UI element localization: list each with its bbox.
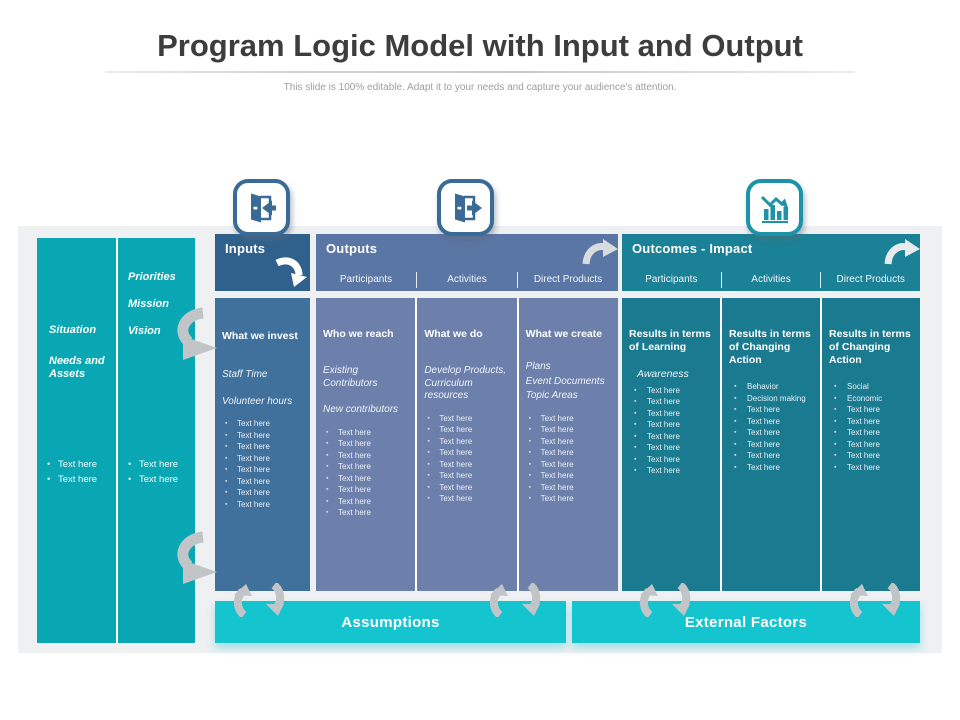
- bullet-item: ▪ Text here: [323, 473, 408, 485]
- title-divider: [105, 71, 855, 73]
- outcomes-column-changing-action-1: [722, 298, 820, 591]
- outcomes-direct-products-label: Direct Products: [820, 272, 920, 288]
- bullet-list: [323, 427, 408, 519]
- bullet-item: • Text here: [45, 472, 114, 487]
- slide-title: Program Logic Model with Input and Output: [157, 28, 803, 63]
- bullet-item: ▪ Text here: [526, 482, 611, 494]
- sync-arrows-icon: [844, 583, 908, 617]
- bullet-list: [424, 413, 509, 505]
- bullet-item: • Text here: [126, 472, 193, 487]
- column-title: What we create: [525, 328, 603, 340]
- bullet-item: ▪ Text here: [629, 396, 713, 408]
- curved-up-arrow-icon: [580, 236, 618, 268]
- bullet-item: ▪ Text here: [526, 436, 611, 448]
- column-subheading: Topic Areas: [525, 390, 578, 401]
- column-title: Who we reach: [323, 328, 394, 340]
- bullet-item: ▪ Text here: [729, 462, 813, 474]
- outputs-body: [316, 298, 618, 591]
- bullet-item: ▪ Text here: [829, 416, 913, 428]
- vision-heading: Vision: [128, 325, 161, 337]
- assumptions-label: Assumptions: [341, 613, 440, 631]
- bullet-item: ▪ Text here: [526, 424, 611, 436]
- bullet-item: ▪ Text here: [222, 476, 303, 488]
- bullet-item: ▪ Text here: [829, 404, 913, 416]
- bullet-item: ▪ Text here: [629, 385, 713, 397]
- bullet-item: ▪ Text here: [829, 462, 913, 474]
- outputs-column-who-we-reach: [316, 298, 415, 591]
- outcomes-column-learning: [622, 298, 720, 591]
- outputs-subcolumn-labels: [316, 272, 618, 288]
- bullet-item: ▪ Text here: [829, 427, 913, 439]
- bullet-item: ▪ Text here: [526, 493, 611, 505]
- column-subheading: Plans: [525, 361, 551, 372]
- outputs-column-what-we-do: [417, 298, 516, 591]
- bullet-item: ▪ Text here: [323, 461, 408, 473]
- bullet-list: [829, 381, 913, 473]
- inputs-subheading-staff-time: Staff Time: [222, 369, 268, 380]
- outputs-participants-label: Participants: [339, 274, 393, 285]
- declining-chart-glyph: [757, 190, 793, 226]
- bullet-item: ▪ Text here: [222, 418, 303, 430]
- bullet-item: ▪ Text here: [424, 493, 509, 505]
- outcomes-body: [622, 298, 920, 591]
- bullet-item: ▪ Decision making: [729, 393, 813, 405]
- bullet-item: ▪ Text here: [629, 419, 713, 431]
- outputs-header: [316, 234, 618, 291]
- inputs-header-label: Inputs: [225, 241, 266, 256]
- bullet-item: ▪ Text here: [526, 459, 611, 471]
- curved-right-arrow-icon: [169, 530, 221, 594]
- bullet-item: ▪ Text here: [323, 496, 408, 508]
- outcomes-activities-label: Activities: [721, 272, 821, 288]
- door-arrow-out-glyph: [448, 190, 484, 226]
- bullet-item: ▪ Text here: [629, 454, 713, 466]
- outputs-header-label: Outputs: [326, 241, 378, 256]
- bullet-item: ▪ Text here: [629, 431, 713, 443]
- door-arrow-in-glyph: [244, 190, 280, 226]
- situation-heading: Situation: [49, 324, 97, 336]
- bullet-list: [526, 413, 611, 505]
- external-factors-label: External Factors: [684, 613, 808, 631]
- outcomes-header: [622, 234, 920, 291]
- column-title: Results in terms of Changing Action: [829, 328, 911, 366]
- bullet-item: ▪ Text here: [222, 487, 303, 499]
- curved-right-arrow-icon: [169, 306, 221, 370]
- situation-column: [37, 238, 116, 643]
- door-arrow-out-icon: [437, 179, 494, 236]
- bullet-item: • Text here: [126, 457, 193, 472]
- slide-subtitle: This slide is 100% editable. Adapt it to your needs and capture your audience's attention.: [283, 82, 677, 93]
- bullet-item: ▪ Economic: [829, 393, 913, 405]
- bullet-item: ▪ Social: [829, 381, 913, 393]
- bullet-item: ▪ Behavior: [729, 381, 813, 393]
- bullet-item: ▪ Text here: [829, 450, 913, 462]
- priorities-heading: Priorities: [128, 271, 176, 283]
- outputs-activities-label: Activities: [416, 272, 517, 288]
- bullet-item: ▪ Text here: [629, 465, 713, 477]
- outcomes-participants-label: Participants: [645, 274, 698, 285]
- bullet-item: ▪ Text here: [222, 430, 303, 442]
- bullet-item: ▪ Text here: [424, 436, 509, 448]
- bullet-item: ▪ Text here: [526, 470, 611, 482]
- bullet-item: ▪ Text here: [222, 441, 303, 453]
- bullet-item: ▪ Text here: [222, 464, 303, 476]
- bullet-item: ▪ Text here: [424, 459, 509, 471]
- bullet-item: • Text here: [45, 457, 114, 472]
- column-title: What we do: [424, 328, 483, 340]
- bullet-item: ▪ Text here: [729, 439, 813, 451]
- column-subheading: New contributors: [323, 404, 399, 415]
- bullet-item: ▪ Text here: [323, 450, 408, 462]
- column-title: Results in terms of Learning: [629, 328, 711, 353]
- bullet-item: ▪ Text here: [323, 484, 408, 496]
- inputs-title: What we invest: [222, 330, 298, 342]
- bullet-item: ▪ Text here: [729, 416, 813, 428]
- sync-arrows-icon: [228, 583, 292, 617]
- outputs-column-what-we-create: [519, 298, 618, 591]
- curved-up-arrow-icon: [882, 236, 920, 268]
- column-subheading: Awareness: [637, 368, 689, 380]
- outputs-direct-products-label: Direct Products: [517, 272, 618, 288]
- needs-assets-heading: Needs and Assets: [49, 355, 105, 380]
- bullet-list: [729, 381, 813, 473]
- bullet-item: ▪ Text here: [323, 507, 408, 519]
- bullet-item: ▪ Text here: [526, 413, 611, 425]
- bullet-item: ▪ Text here: [424, 424, 509, 436]
- bullet-item: ▪ Text here: [729, 427, 813, 439]
- bullet-item: ▪ Text here: [424, 447, 509, 459]
- inputs-column: [215, 298, 310, 591]
- bullet-item: ▪ Text here: [323, 438, 408, 450]
- column-title: Results in terms of Changing Action: [729, 328, 811, 366]
- outcomes-header-label: Outcomes - Impact: [632, 241, 753, 256]
- column-subheading: Develop Products, Curriculum resources: [424, 365, 507, 401]
- bullet-item: ▪ Text here: [424, 470, 509, 482]
- situation-bullet-list: [45, 457, 114, 487]
- door-arrow-in-icon: [233, 179, 290, 236]
- bullet-item: ▪ Text here: [424, 482, 509, 494]
- priorities-bullet-list: [126, 457, 193, 487]
- bullet-item: ▪ Text here: [323, 427, 408, 439]
- bullet-item: ▪ Text here: [629, 442, 713, 454]
- mission-heading: Mission: [128, 298, 169, 310]
- bullet-item: ▪ Text here: [424, 413, 509, 425]
- curved-down-arrow-icon: [272, 254, 308, 288]
- inputs-subheading-volunteer-hours: Volunteer hours: [222, 395, 293, 407]
- bullet-item: ▪ Text here: [729, 450, 813, 462]
- bullet-item: ▪ Text here: [222, 453, 303, 465]
- sync-arrows-icon: [634, 583, 698, 617]
- inputs-bullet-list: [222, 418, 303, 510]
- sync-arrows-icon: [484, 583, 548, 617]
- bullet-item: ▪ Text here: [729, 404, 813, 416]
- bullet-item: ▪ Text here: [629, 408, 713, 420]
- declining-chart-icon: [746, 179, 803, 236]
- outcomes-subcolumn-labels: [622, 272, 920, 288]
- outcomes-column-changing-action-2: [822, 298, 920, 591]
- bullet-list: [629, 385, 713, 477]
- bullet-item: ▪ Text here: [222, 499, 303, 511]
- bullet-item: ▪ Text here: [526, 447, 611, 459]
- bullet-item: ▪ Text here: [829, 439, 913, 451]
- column-subheading: Event Documents: [525, 375, 605, 387]
- column-subheading: Existing Contributors: [323, 365, 378, 389]
